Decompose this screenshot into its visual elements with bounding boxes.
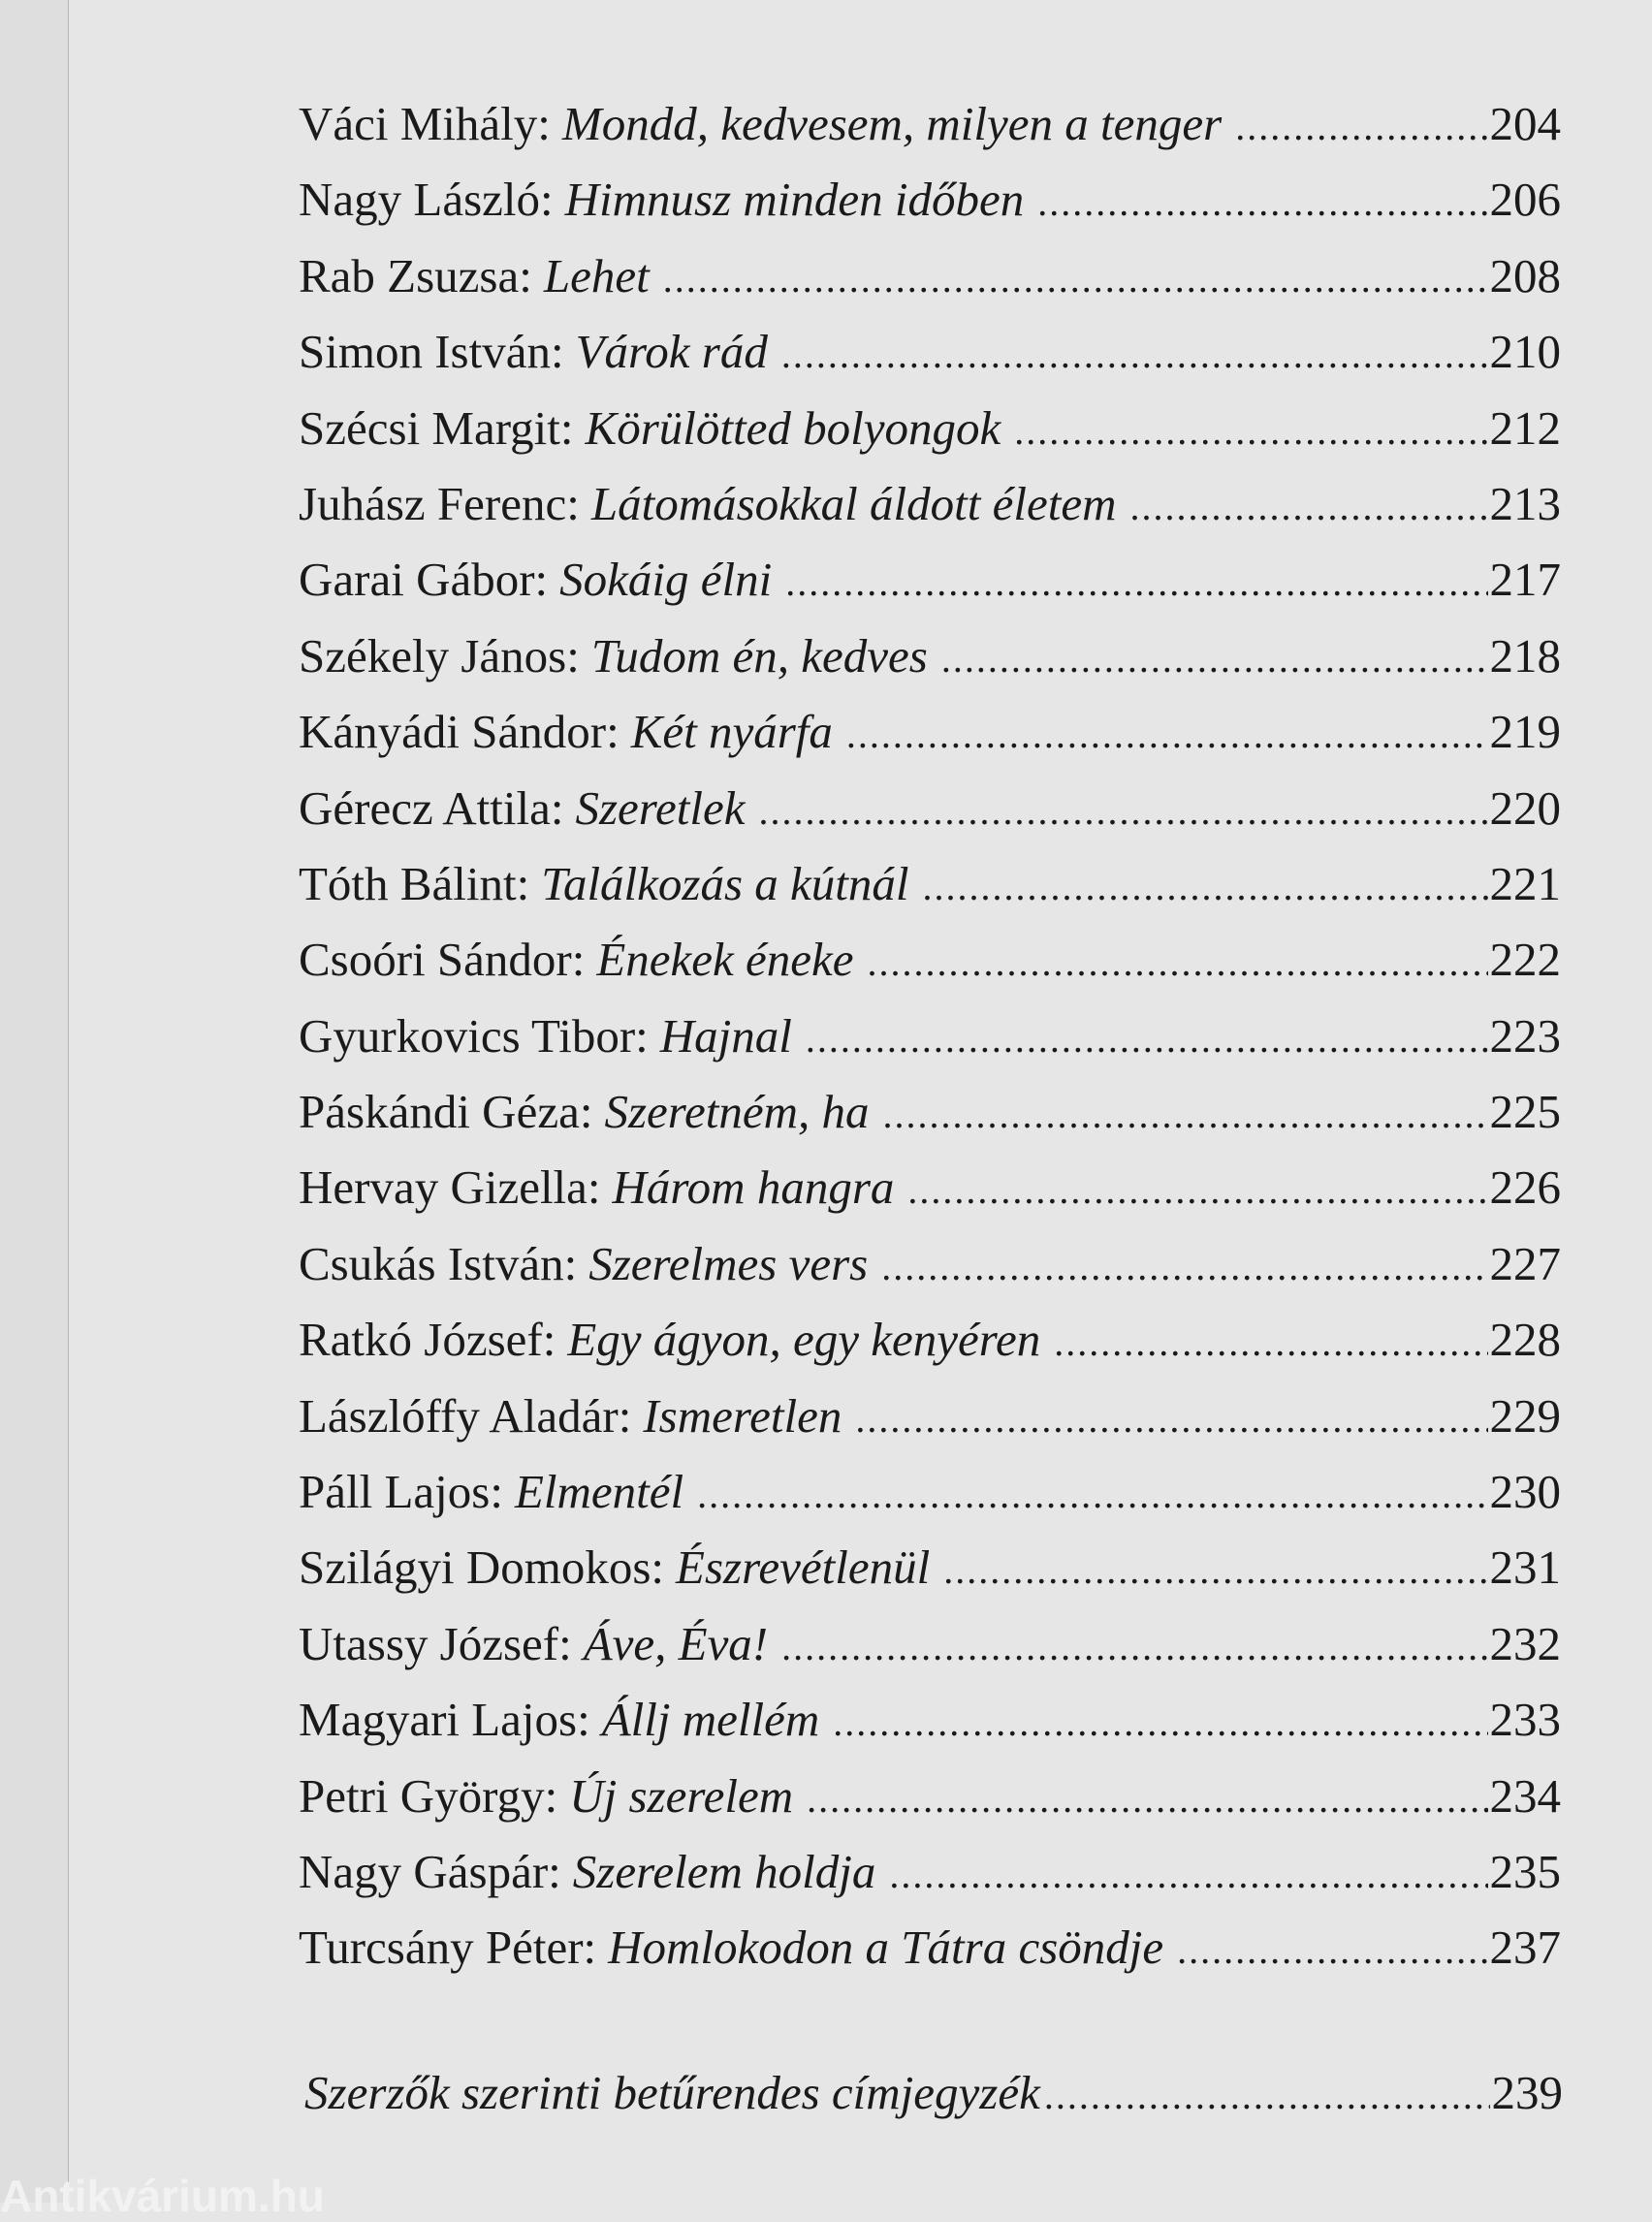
entry-author: Váci Mihály: <box>299 97 551 150</box>
entry-page: 231 <box>1489 1540 1561 1595</box>
entry-title: Szerzők szerinti betűrendes címjegyzék <box>304 2066 1040 2119</box>
toc-entry <box>299 86 1561 162</box>
entry-title: Elmentél <box>514 1465 684 1519</box>
toc-entry <box>299 391 1561 466</box>
entry-author: Turcsány Péter: <box>299 1920 597 1975</box>
dot-leader <box>923 849 1488 925</box>
entry-page: 223 <box>1489 1008 1561 1063</box>
entry-title: Himnusz minden időben <box>564 173 1025 227</box>
toc-entry <box>299 1150 1561 1225</box>
dot-leader <box>833 1685 1487 1761</box>
entry-title: Egy ágyon, egy kenyéren <box>567 1313 1041 1367</box>
entry-page: 237 <box>1489 1920 1561 1975</box>
entry-title: Két nyárfa <box>630 705 833 759</box>
entry-page: 239 <box>1491 2066 1563 2119</box>
entry-author: Lászlóffy Aladár: <box>299 1388 632 1443</box>
toc-entry <box>299 1759 1561 1834</box>
dot-leader <box>881 1229 1487 1305</box>
entry-page: 227 <box>1489 1236 1561 1290</box>
entry-page: 212 <box>1489 400 1561 455</box>
dot-leader <box>1235 89 1487 165</box>
entry-page: 213 <box>1489 476 1561 530</box>
entry-title: Új szerelem <box>569 1768 794 1823</box>
toc-entry <box>299 771 1561 846</box>
entry-author: Garai Gábor: <box>299 553 549 607</box>
entry-title: Állj mellém <box>601 1693 820 1747</box>
entry-author: Utassy József: <box>299 1616 572 1670</box>
toc-entry <box>299 1454 1561 1530</box>
entry-title: Áve, Éva! <box>583 1616 769 1670</box>
entry-title: Lehet <box>543 248 650 302</box>
entry-page: 229 <box>1489 1388 1561 1443</box>
toc-entry <box>299 542 1561 618</box>
entry-author: Gyurkovics Tibor: <box>299 1008 649 1063</box>
entry-author: Simon István: <box>299 325 564 379</box>
dot-leader <box>943 1533 1487 1608</box>
entry-author: Petri György: <box>299 1768 558 1823</box>
watermark: Antikvárium.hu <box>0 2171 325 2221</box>
facing-page-edge <box>0 0 69 2203</box>
dot-leader <box>889 1837 1487 1913</box>
dot-leader <box>697 1457 1487 1533</box>
dot-leader <box>807 1762 1487 1837</box>
entry-title: Tudom én, kedves <box>590 628 928 682</box>
dot-leader <box>1037 165 1487 240</box>
dot-leader <box>663 241 1488 317</box>
entry-page: 226 <box>1489 1160 1561 1215</box>
dot-leader <box>781 1609 1487 1685</box>
toc-entry <box>299 619 1561 694</box>
entry-page: 208 <box>1489 248 1561 302</box>
dot-leader <box>806 1001 1488 1077</box>
entry-author: Magyari Lajos: <box>299 1693 590 1747</box>
dot-leader <box>1129 469 1487 545</box>
entry-page: 221 <box>1489 856 1561 910</box>
table-of-contents <box>299 86 1561 1986</box>
dot-leader <box>868 925 1488 1000</box>
dot-leader <box>785 545 1487 620</box>
entry-title: Homlokodon a Tátra csöndje <box>608 1920 1164 1975</box>
entry-author: Páskándi Géza: <box>299 1085 593 1139</box>
toc-entry <box>299 1226 1561 1302</box>
entry-author: Gérecz Attila: <box>299 780 564 835</box>
entry-title: Szerelem holdja <box>572 1844 876 1898</box>
entry-author: Szécsi Margit: <box>299 400 574 455</box>
entry-author: Szilágyi Domokos: <box>299 1540 665 1595</box>
entry-title: Szeretlek <box>575 780 746 835</box>
entry-page: 225 <box>1489 1085 1561 1139</box>
entry-page: 232 <box>1489 1616 1561 1670</box>
entry-author: Ratkó József: <box>299 1313 556 1367</box>
dot-leader <box>781 317 1488 393</box>
dot-leader <box>1177 1913 1487 1988</box>
entry-author: Hervay Gizella: <box>299 1160 601 1215</box>
entry-author: Csukás István: <box>299 1236 578 1290</box>
entry-title: Észrevétlenül <box>676 1540 931 1595</box>
entry-page: 228 <box>1489 1313 1561 1367</box>
entry-title: Hajnal <box>659 1008 792 1063</box>
entry-title: Mondd, kedvesem, milyen a tenger <box>561 97 1223 150</box>
entry-title: Körülötted bolyongok <box>585 400 1001 455</box>
entry-title: Szerelmes vers <box>588 1236 869 1290</box>
entry-author: Tóth Bálint: <box>299 856 530 910</box>
entry-author: Juhász Ferenc: <box>299 476 580 530</box>
entry-title: Ismeretlen <box>643 1388 842 1443</box>
toc-entry <box>299 1302 1561 1378</box>
dot-leader <box>759 774 1488 849</box>
entry-page: 204 <box>1489 97 1561 150</box>
entry-author: Páll Lajos: <box>299 1465 503 1519</box>
toc-entry <box>299 1834 1561 1910</box>
toc-entry <box>299 846 1561 922</box>
dot-leader <box>941 621 1488 697</box>
entry-title: Találkozás a kútnál <box>541 856 909 910</box>
entry-title: Sokáig élni <box>559 553 773 607</box>
entry-title: Látomásokkal áldott életem <box>590 476 1117 530</box>
dot-leader <box>883 1077 1488 1153</box>
entry-title: Szeretném, ha <box>604 1085 870 1139</box>
entry-page: 230 <box>1489 1465 1561 1519</box>
entry-title: Énekek éneke <box>596 933 854 987</box>
entry-page: 210 <box>1489 325 1561 379</box>
dot-leader <box>907 1153 1487 1228</box>
toc-entry <box>299 162 1561 238</box>
entry-page: 220 <box>1489 780 1561 835</box>
entry-page: 219 <box>1489 705 1561 759</box>
toc-entry <box>299 314 1561 390</box>
entry-title: Három hangra <box>612 1160 895 1215</box>
entry-page: 233 <box>1489 1693 1561 1747</box>
entry-page: 235 <box>1489 1844 1561 1898</box>
toc-entry <box>299 238 1561 314</box>
entry-author: Székely János: <box>299 628 580 682</box>
toc-entry <box>299 1074 1561 1150</box>
toc-entry <box>299 1682 1561 1758</box>
toc-entry <box>299 1530 1561 1605</box>
dot-leader <box>846 697 1488 773</box>
toc-entry <box>299 1606 1561 1682</box>
entry-author: Nagy Gáspár: <box>299 1844 561 1898</box>
toc-entry <box>299 694 1561 770</box>
entry-page: 234 <box>1489 1768 1561 1823</box>
entry-title: Várok rád <box>575 325 768 379</box>
entry-author: Rab Zsuzsa: <box>299 248 532 302</box>
dot-leader <box>855 1381 1487 1457</box>
toc-entry <box>299 1379 1561 1454</box>
index-entry <box>304 2055 1563 2131</box>
entry-page: 217 <box>1489 553 1561 607</box>
toc-entry <box>299 1910 1561 1985</box>
toc-entry <box>299 922 1561 998</box>
toc-entry <box>299 466 1561 542</box>
dot-leader <box>1014 394 1487 469</box>
entry-page: 222 <box>1489 933 1561 987</box>
entry-page: 218 <box>1489 628 1561 682</box>
toc-entry <box>299 999 1561 1074</box>
entry-author: Nagy László: <box>299 173 554 227</box>
entry-author: Kányádi Sándor: <box>299 705 620 759</box>
entry-author: Csoóri Sándor: <box>299 933 586 987</box>
entry-page: 206 <box>1489 173 1561 227</box>
dot-leader <box>1044 2058 1490 2134</box>
dot-leader <box>1054 1305 1487 1381</box>
